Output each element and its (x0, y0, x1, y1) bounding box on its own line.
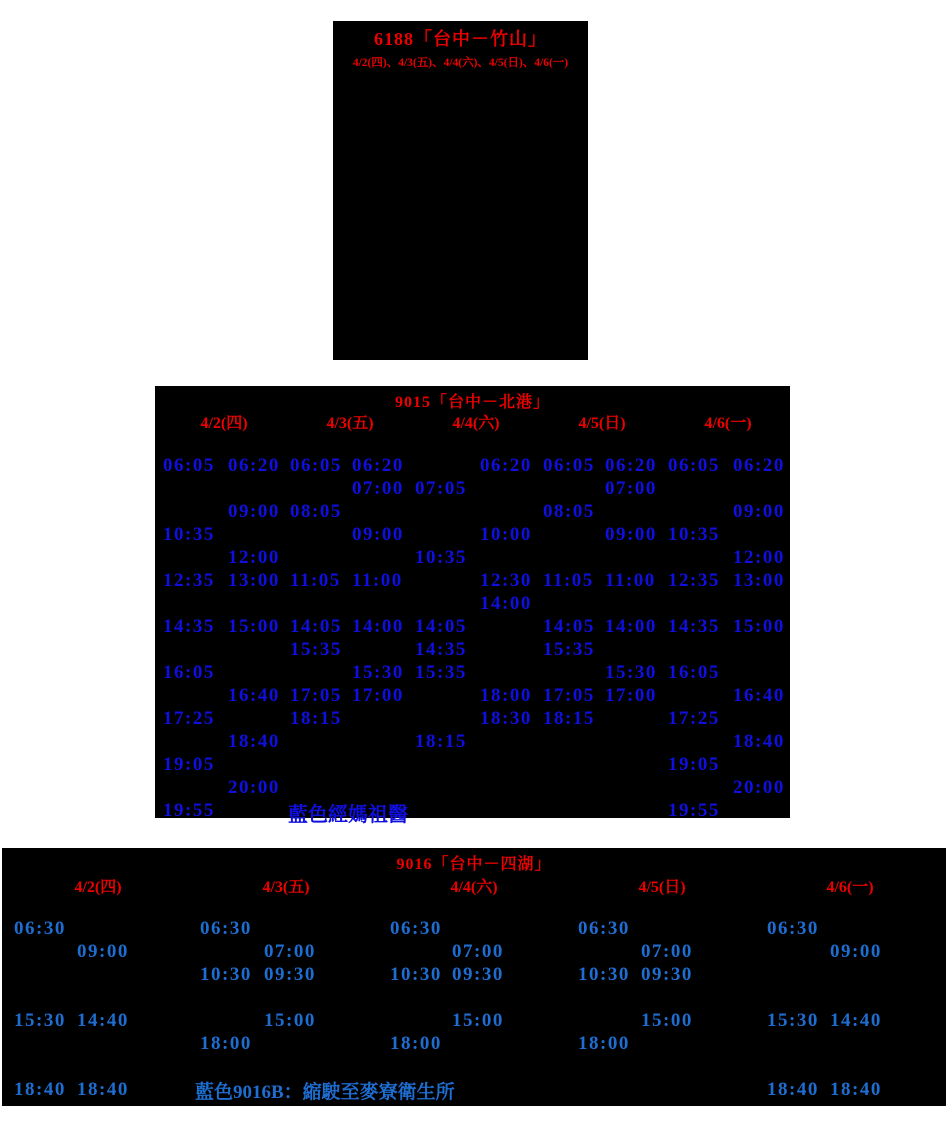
time-cell: 06:05 (290, 455, 342, 476)
time-cell: 06:20 (228, 455, 280, 476)
time-cell: 15:00 (733, 616, 785, 637)
time-cell: 10:35 (163, 524, 215, 545)
time-cell: 08:05 (290, 501, 342, 522)
time-cell: 18:15 (543, 708, 595, 729)
time-cell: 18:40 (77, 1079, 129, 1100)
time-cell: 06:05 (543, 455, 595, 476)
time-cell: 10:30 (578, 964, 630, 985)
time-cell: 12:00 (228, 547, 280, 568)
time-cell: 17:05 (543, 685, 595, 706)
time-cell: 12:35 (163, 570, 215, 591)
route-title-6188: 6188「台中－竹山」 (374, 29, 547, 49)
day-header: 4/2(四) (200, 415, 248, 432)
time-cell: 12:30 (480, 570, 532, 591)
time-cell: 17:00 (352, 685, 404, 706)
time-cell: 14:35 (163, 616, 215, 637)
time-cell: 18:00 (480, 685, 532, 706)
time-cell: 14:05 (415, 616, 467, 637)
time-cell: 15:30 (352, 662, 404, 683)
time-cell: 09:00 (733, 501, 785, 522)
time-cell: 10:30 (200, 964, 252, 985)
time-cell: 06:20 (605, 455, 657, 476)
time-cell: 16:05 (668, 662, 720, 683)
note-9016: 藍色9016B：縮駛至麥寮衛生所 (195, 1082, 455, 1103)
time-cell: 17:00 (605, 685, 657, 706)
day-header: 4/4(六) (450, 879, 498, 896)
time-cell: 09:30 (264, 964, 316, 985)
time-cell: 19:55 (163, 800, 215, 821)
time-cell: 18:00 (200, 1033, 252, 1054)
time-cell: 19:55 (668, 800, 720, 821)
time-cell: 14:00 (352, 616, 404, 637)
day-header: 4/5(日) (578, 415, 626, 432)
time-cell: 18:15 (415, 731, 467, 752)
time-cell: 11:05 (290, 570, 341, 591)
time-cell: 09:00 (77, 941, 129, 962)
time-cell: 06:05 (668, 455, 720, 476)
day-header: 4/3(五) (326, 415, 374, 432)
time-cell: 15:00 (452, 1010, 504, 1031)
time-cell: 18:40 (767, 1079, 819, 1100)
time-cell: 15:00 (641, 1010, 693, 1031)
time-cell: 07:00 (641, 941, 693, 962)
time-cell: 06:20 (733, 455, 785, 476)
time-cell: 10:35 (668, 524, 720, 545)
day-header: 4/6(一) (704, 415, 752, 432)
time-cell: 10:00 (480, 524, 532, 545)
time-cell: 11:05 (543, 570, 594, 591)
time-cell: 06:30 (578, 918, 630, 939)
time-cell: 07:00 (605, 478, 657, 499)
time-cell: 14:00 (605, 616, 657, 637)
timetable-panel-9015 (155, 386, 790, 826)
day-header: 4/4(六) (452, 415, 500, 432)
time-cell: 09:30 (641, 964, 693, 985)
note-9015: 藍色經媽祖醫 (288, 804, 408, 826)
time-cell: 17:25 (668, 708, 720, 729)
time-cell: 18:00 (390, 1033, 442, 1054)
time-cell: 06:20 (352, 455, 404, 476)
route-dates-6188: 4/2(四)、4/3(五)、4/4(六)、4/5(日)、4/6(一) (352, 57, 569, 69)
time-cell: 15:00 (264, 1010, 316, 1031)
time-cell: 19:05 (668, 754, 720, 775)
time-cell: 10:35 (415, 547, 467, 568)
time-cell: 18:40 (733, 731, 785, 752)
time-cell: 06:30 (14, 918, 66, 939)
time-cell: 17:25 (163, 708, 215, 729)
time-cell: 20:00 (228, 777, 280, 798)
time-cell: 20:00 (733, 777, 785, 798)
time-cell: 15:35 (290, 639, 342, 660)
time-cell: 09:00 (352, 524, 404, 545)
time-cell: 06:05 (163, 455, 215, 476)
time-cell: 06:30 (390, 918, 442, 939)
time-cell: 16:40 (228, 685, 280, 706)
time-cell: 14:05 (290, 616, 342, 637)
times-grid-9016 (2, 848, 946, 1106)
day-header: 4/6(一) (826, 879, 874, 896)
time-cell: 18:40 (14, 1079, 66, 1100)
time-cell: 16:05 (163, 662, 215, 683)
time-cell: 15:30 (767, 1010, 819, 1031)
timetable-panel-9016 (2, 848, 946, 1106)
time-cell: 18:15 (290, 708, 342, 729)
day-header: 4/5(日) (638, 879, 686, 896)
time-cell: 18:40 (830, 1079, 882, 1100)
time-cell: 10:30 (390, 964, 442, 985)
time-cell: 06:30 (200, 918, 252, 939)
time-cell: 19:05 (163, 754, 215, 775)
time-cell: 12:00 (733, 547, 785, 568)
time-cell: 15:30 (605, 662, 657, 683)
time-cell: 09:30 (452, 964, 504, 985)
time-cell: 15:00 (228, 616, 280, 637)
time-cell: 14:40 (830, 1010, 882, 1031)
time-cell: 07:00 (352, 478, 404, 499)
time-cell: 11:00 (352, 570, 403, 591)
time-cell: 18:00 (578, 1033, 630, 1054)
route-title-9016: 9016「台中－四湖」 (396, 856, 552, 873)
time-cell: 14:40 (77, 1010, 129, 1031)
times-grid-9015 (155, 386, 790, 821)
time-cell: 16:40 (733, 685, 785, 706)
time-cell: 08:05 (543, 501, 595, 522)
time-cell: 13:00 (228, 570, 280, 591)
time-cell: 17:05 (290, 685, 342, 706)
timetable-panel-6188 (333, 21, 588, 360)
time-cell: 14:00 (480, 593, 532, 614)
route-title-9015: 9015「台中－北港」 (394, 394, 550, 411)
time-cell: 12:35 (668, 570, 720, 591)
time-cell: 09:00 (605, 524, 657, 545)
time-cell: 15:35 (415, 662, 467, 683)
time-cell: 06:30 (767, 918, 819, 939)
time-cell: 14:35 (668, 616, 720, 637)
time-cell: 11:00 (605, 570, 656, 591)
time-cell: 13:00 (733, 570, 785, 591)
time-cell: 14:35 (415, 639, 467, 660)
time-cell: 18:30 (480, 708, 532, 729)
time-cell: 15:30 (14, 1010, 66, 1031)
day-header: 4/2(四) (74, 879, 122, 896)
day-header: 4/3(五) (262, 879, 310, 896)
time-cell: 18:40 (228, 731, 280, 752)
time-cell: 07:05 (415, 478, 467, 499)
time-cell: 15:35 (543, 639, 595, 660)
time-cell: 09:00 (830, 941, 882, 962)
time-cell: 06:20 (480, 455, 532, 476)
time-cell: 14:05 (543, 616, 595, 637)
time-cell: 09:00 (228, 501, 280, 522)
time-cell: 07:00 (264, 941, 316, 962)
time-cell: 07:00 (452, 941, 504, 962)
